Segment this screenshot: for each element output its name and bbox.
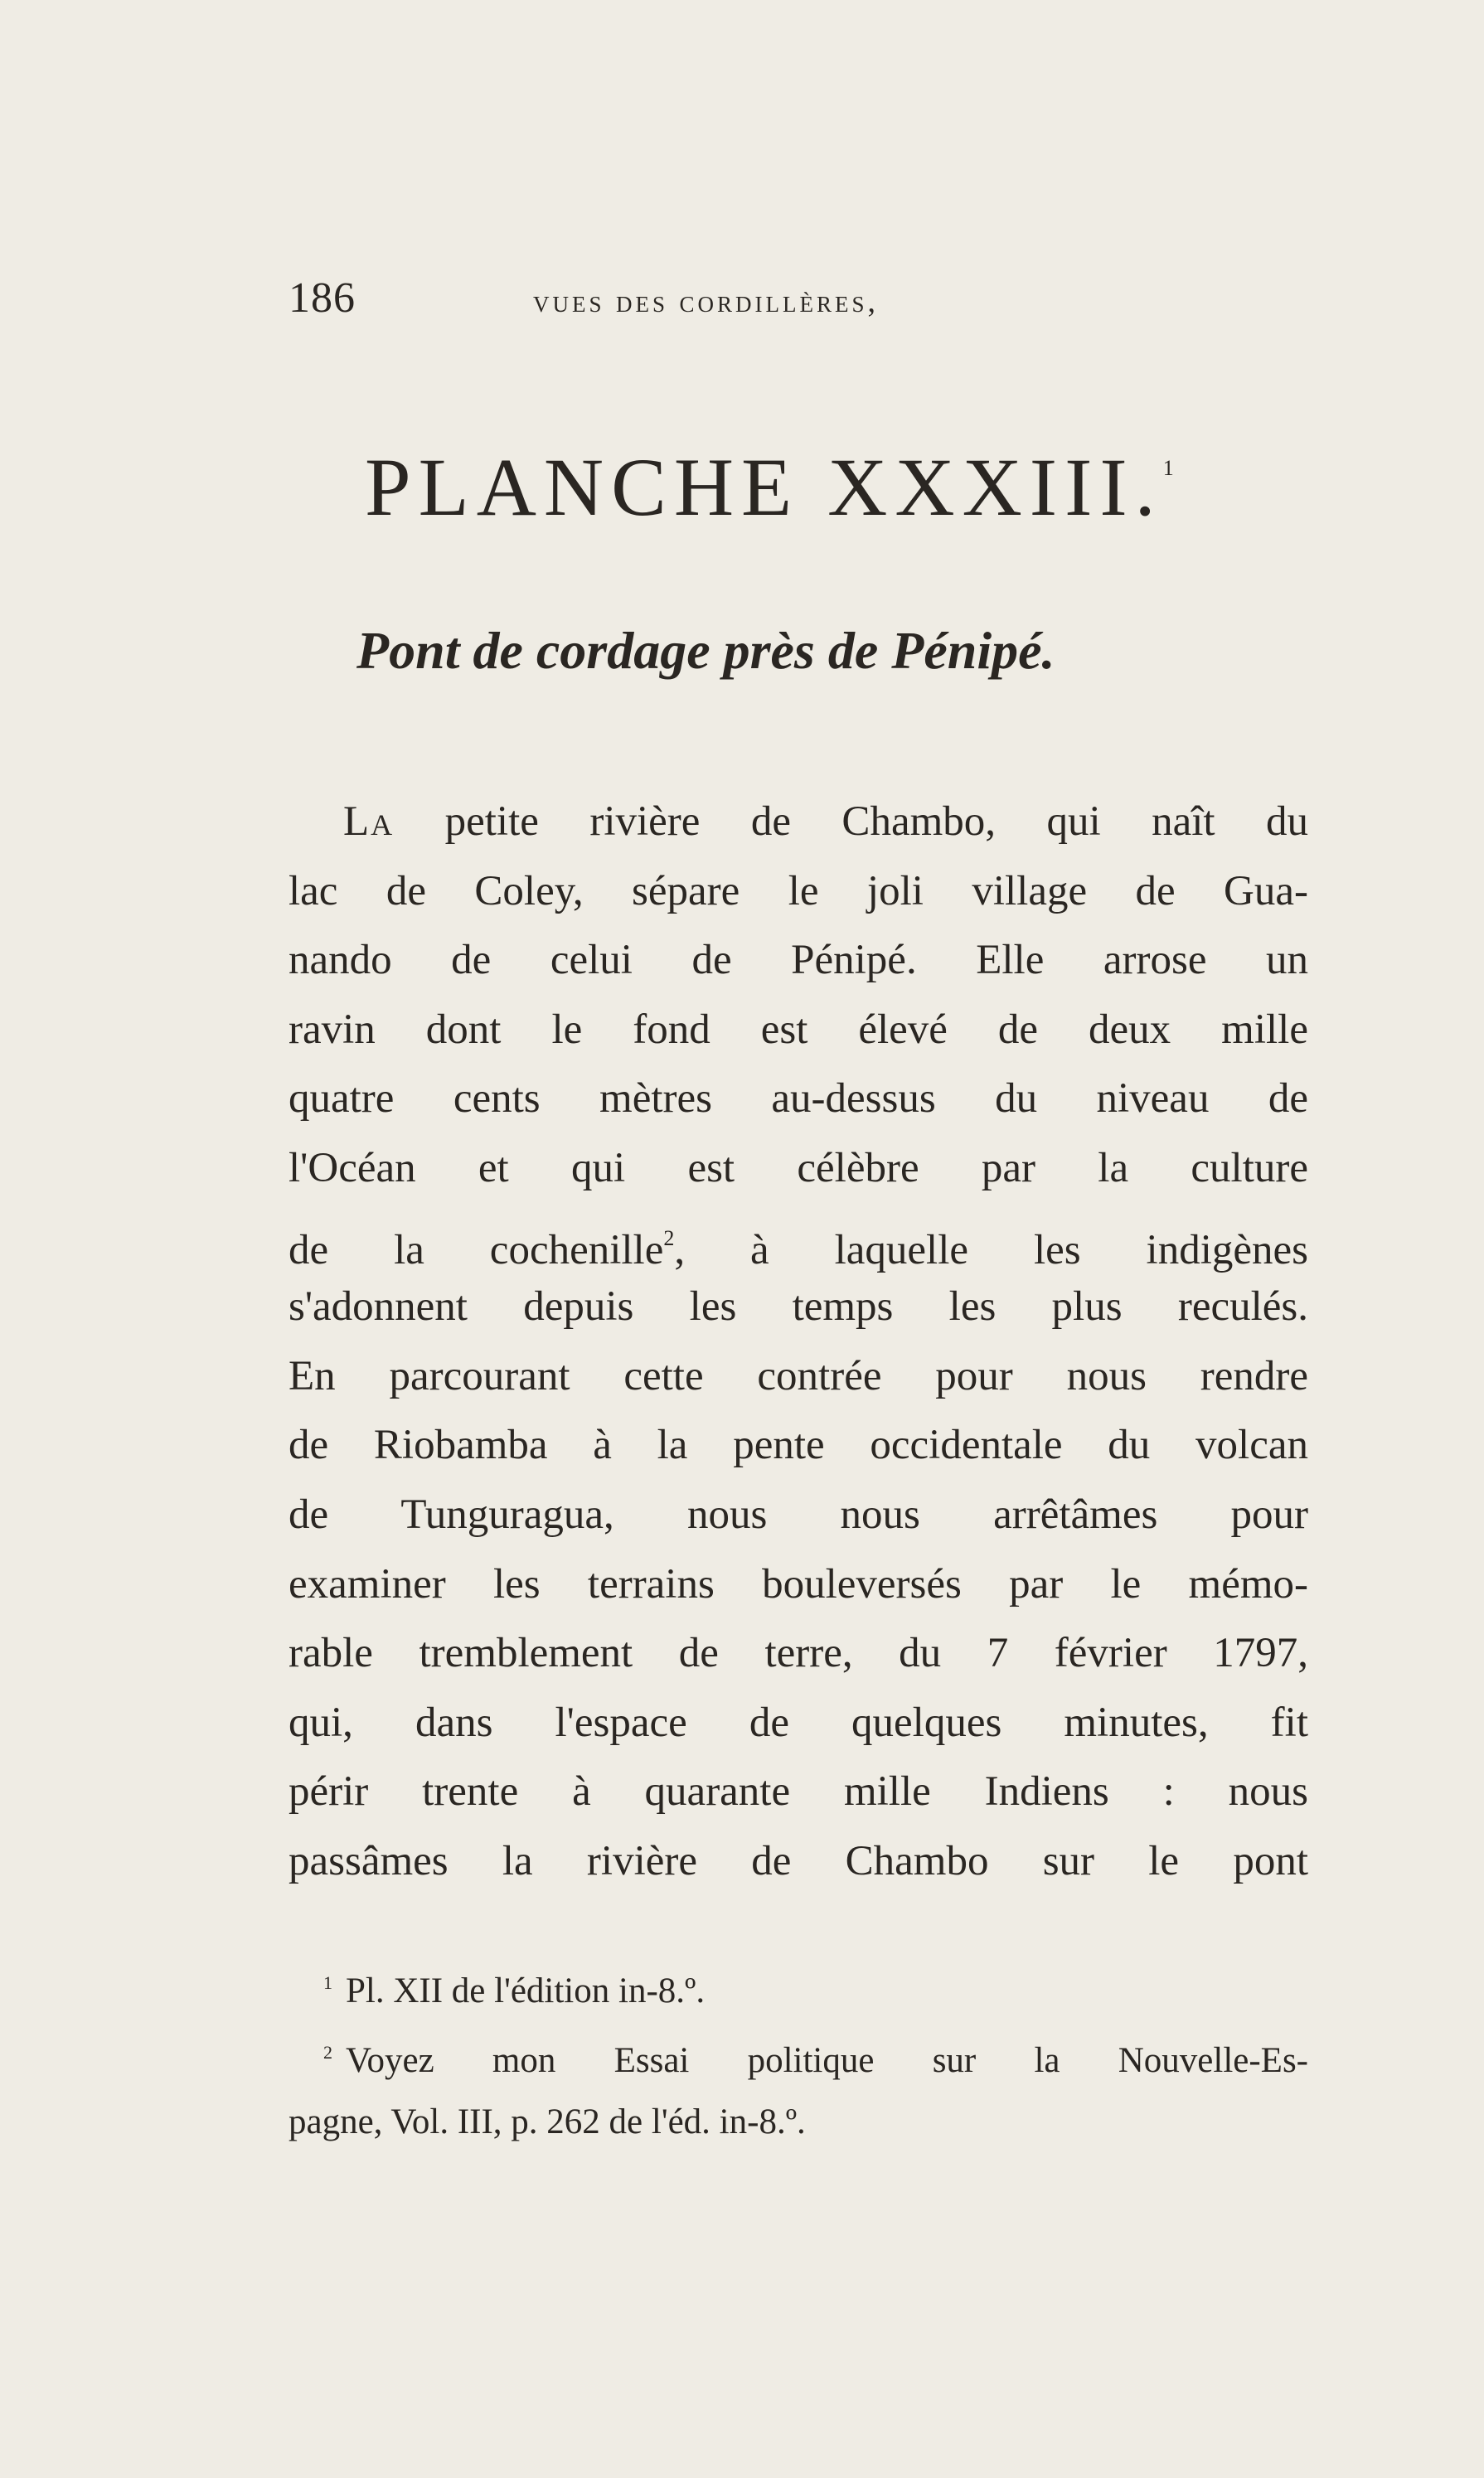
text-line: nando de celui de Pénipé. Elle arrose un [289, 937, 1308, 984]
text-line: passâmes la rivière de Chambo sur le pont [289, 1837, 1308, 1884]
text-line: lac de Coley, sépare le joli village de Gua- [289, 867, 1308, 914]
text-line: rable tremblement de terre, du 7 février 1797, [289, 1630, 1308, 1677]
footnote-mark: 1 [323, 1972, 332, 1993]
text-line: l'Océan et qui est célèbre par la culture [289, 1144, 1308, 1191]
text-line: qui, dans l'espace de quelques minutes, fit [289, 1699, 1308, 1746]
plate-title-text: PLANCHE XXXIII. [365, 441, 1163, 533]
page-header [289, 274, 1118, 332]
footnote-2: $^2$ Voyez mon Essai politique sur la Nouvelle-Es- [323, 2041, 1308, 2080]
footnote-2-continued: pagne, Vol. III, p. 262 de l'éd. in-8.º. [289, 2102, 806, 2141]
footnote-ref-1: 1 [1162, 456, 1174, 480]
text-line: examiner les terrains bouleversés par le mémo- [289, 1560, 1308, 1608]
text-line: de la cochenille$^2$, à laquelle les indigènes [289, 1225, 1308, 1273]
text-line: de Riobamba à la pente occidentale du volcan [289, 1422, 1308, 1469]
text-line: La petite rivière de Chambo, qui naît du [343, 798, 1308, 845]
text-line: s'adonnent depuis les temps les plus reculés. [289, 1283, 1308, 1331]
text-line: périr trente à quarante mille Indiens : nous [289, 1768, 1308, 1816]
body-paragraph [289, 788, 1308, 1897]
footnote-1: $^1$ Pl. XII de l'édition in-8.º. [323, 1971, 706, 2010]
running-head: vues des cordillères, [533, 284, 880, 319]
footnote-mark: 2 [323, 2042, 332, 2063]
text-line: quatre cents mètres au-dessus du niveau de [289, 1075, 1308, 1123]
drop-cap-word: La [343, 798, 395, 845]
footnote-ref-2: 2 [663, 1225, 675, 1250]
text-line: ravin dont le fond est élevé de deux mille [289, 1006, 1308, 1053]
page-number: 186 [289, 274, 356, 322]
text-line: de Tunguragua, nous nous arrêtâmes pour [289, 1491, 1308, 1538]
plate-title [365, 439, 1194, 535]
plate-subtitle: Pont de cordage près de Pénipé. [356, 621, 1055, 680]
footnotes [289, 1952, 1308, 2153]
text-line: En parcourant cette contrée pour nous rendre [289, 1352, 1308, 1399]
